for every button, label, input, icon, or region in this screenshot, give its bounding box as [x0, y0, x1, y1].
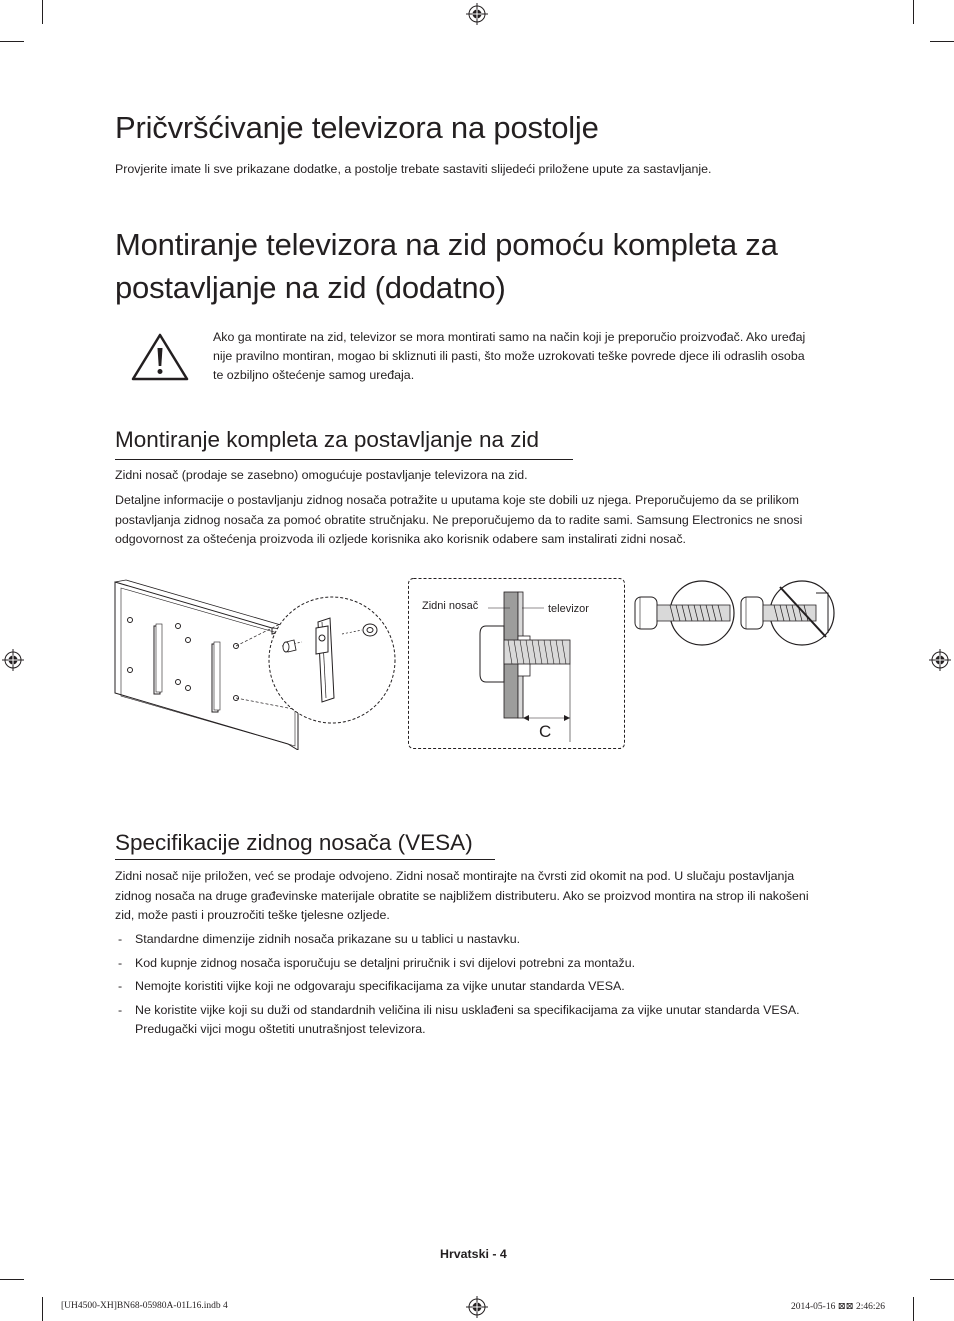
warning-text [213, 328, 853, 385]
kit-text-line: odgovornost za oštećenja proizvoda ili ozljede korisnika ako korisnik odabere sam instalirati zidni nosač. [115, 532, 686, 546]
vesa-bullet-list [115, 930, 845, 1044]
warning-line: nije pravilno montiran, mogao bi skliznuti ili pasti, što može uzrokovati teške povrede djece ili odraslih osoba [213, 349, 805, 363]
footer-file-name: [UH4500-XH]BN68-05980A-01L16.indb 4 [61, 1301, 228, 1311]
list-item: - Nemojte koristiti vijke koji ne odgovaraju specifikacijama za vijke unutar standarda VESA. [118, 979, 625, 993]
label-tv: televizor [548, 603, 589, 615]
crop-mark [913, 1297, 914, 1321]
page-number: Hrvatski - 4 [440, 1247, 507, 1261]
subsection-title-kit: Montiranje kompleta za postavljanje na zid [115, 427, 539, 452]
crop-mark [930, 41, 954, 42]
screw-incorrect-icon [738, 579, 838, 647]
label-dimension-c: C [539, 722, 552, 741]
crop-mark [42, 1297, 43, 1321]
tv-back-bracket-illustration [112, 578, 412, 750]
crop-mark [42, 0, 43, 24]
vesa-text-line: zidnog nosača na druge građevinske materijale obratite se najbližem distributeru. Ako se proizvod montira na strop ili nakošeni [115, 888, 809, 903]
section-title-wall-mount: Montiranje televizora na zid pomoću kompleta za [115, 227, 778, 262]
list-item: - Standardne dimenzije zidnih nosača prikazane su u tablici u nastavku. [118, 932, 521, 946]
warning-line: Ako ga montirate na zid, televizor se mora montirati samo na način koji je preporučio proizvođač. Ako uređaj [213, 330, 806, 344]
kit-text-line: postavljanja zidnog nosača za pomoć obratite stručnjaku. Ne preporučujemo da to radite sami. Samsung Electronics ne snosi [115, 512, 803, 527]
warning-line: te ozbiljno oštećenje samog uređaja. [213, 368, 415, 382]
label-wall-bracket: Zidni nosač [422, 600, 479, 612]
registration-crosshair-icon [466, 1296, 488, 1318]
stand-text: Provjerite imate li sve prikazane dodatke, a postolje trebate sastaviti slijedeći priložene upute za sastavljanje. [115, 162, 712, 176]
subsection-underline [115, 459, 573, 460]
section-title-wall-mount-cont: postavljanje na zid (dodatno) [115, 270, 506, 305]
crop-mark [0, 41, 24, 42]
list-item: - Ne koristite vijke koji su duži od standardnih veličina ili nisu usklađeni sa specifikacijama za vijke unutar standarda VESA. Predugački vijci mogu oštetiti unutrašnjost televizora. [118, 1002, 800, 1036]
kit-text-1: Zidni nosač (prodaje se zasebno) omogućuje postavljanje televizora na zid. [115, 468, 528, 482]
list-item: - Kod kupnje zidnog nosača isporučuju se detaljni priručnik i svi dijelovi potrebni za montažu. [118, 955, 636, 970]
crop-mark [913, 0, 914, 24]
vesa-text-line: zid, može pasti i prouzročiti teške tjelesne ozljede. [115, 908, 390, 922]
registration-crosshair-icon [929, 649, 951, 671]
vesa-text-line: Zidni nosač nije priložen, već se prodaje odvojeno. Zidni nosač montirajte na čvrsti zid okomit na pod. U slučaju postavljanja [115, 869, 795, 883]
page-title: Pričvršćivanje televizora na postolje [115, 110, 599, 145]
footer-datetime: 2014-05-16 ⊠⊠ 2:46:26 [791, 1302, 886, 1312]
crop-mark [0, 1279, 24, 1280]
crop-mark [930, 1279, 954, 1280]
registration-crosshair-icon [466, 3, 488, 25]
kit-text-line: Detaljne informacije o postavljanju zidnog nosača potražite u uputama koje ste dobili uz njega. Preporučujemo da se prilikom [115, 493, 799, 507]
warning-triangle-icon [131, 333, 189, 381]
kit-text-2 [115, 491, 845, 550]
screw-correct-icon [632, 579, 738, 647]
subsection-title-vesa: Specifikacije zidnog nosača (VESA) [115, 830, 473, 855]
subsection-underline [115, 859, 495, 860]
vesa-text [115, 867, 845, 926]
registration-crosshair-icon [2, 649, 24, 671]
